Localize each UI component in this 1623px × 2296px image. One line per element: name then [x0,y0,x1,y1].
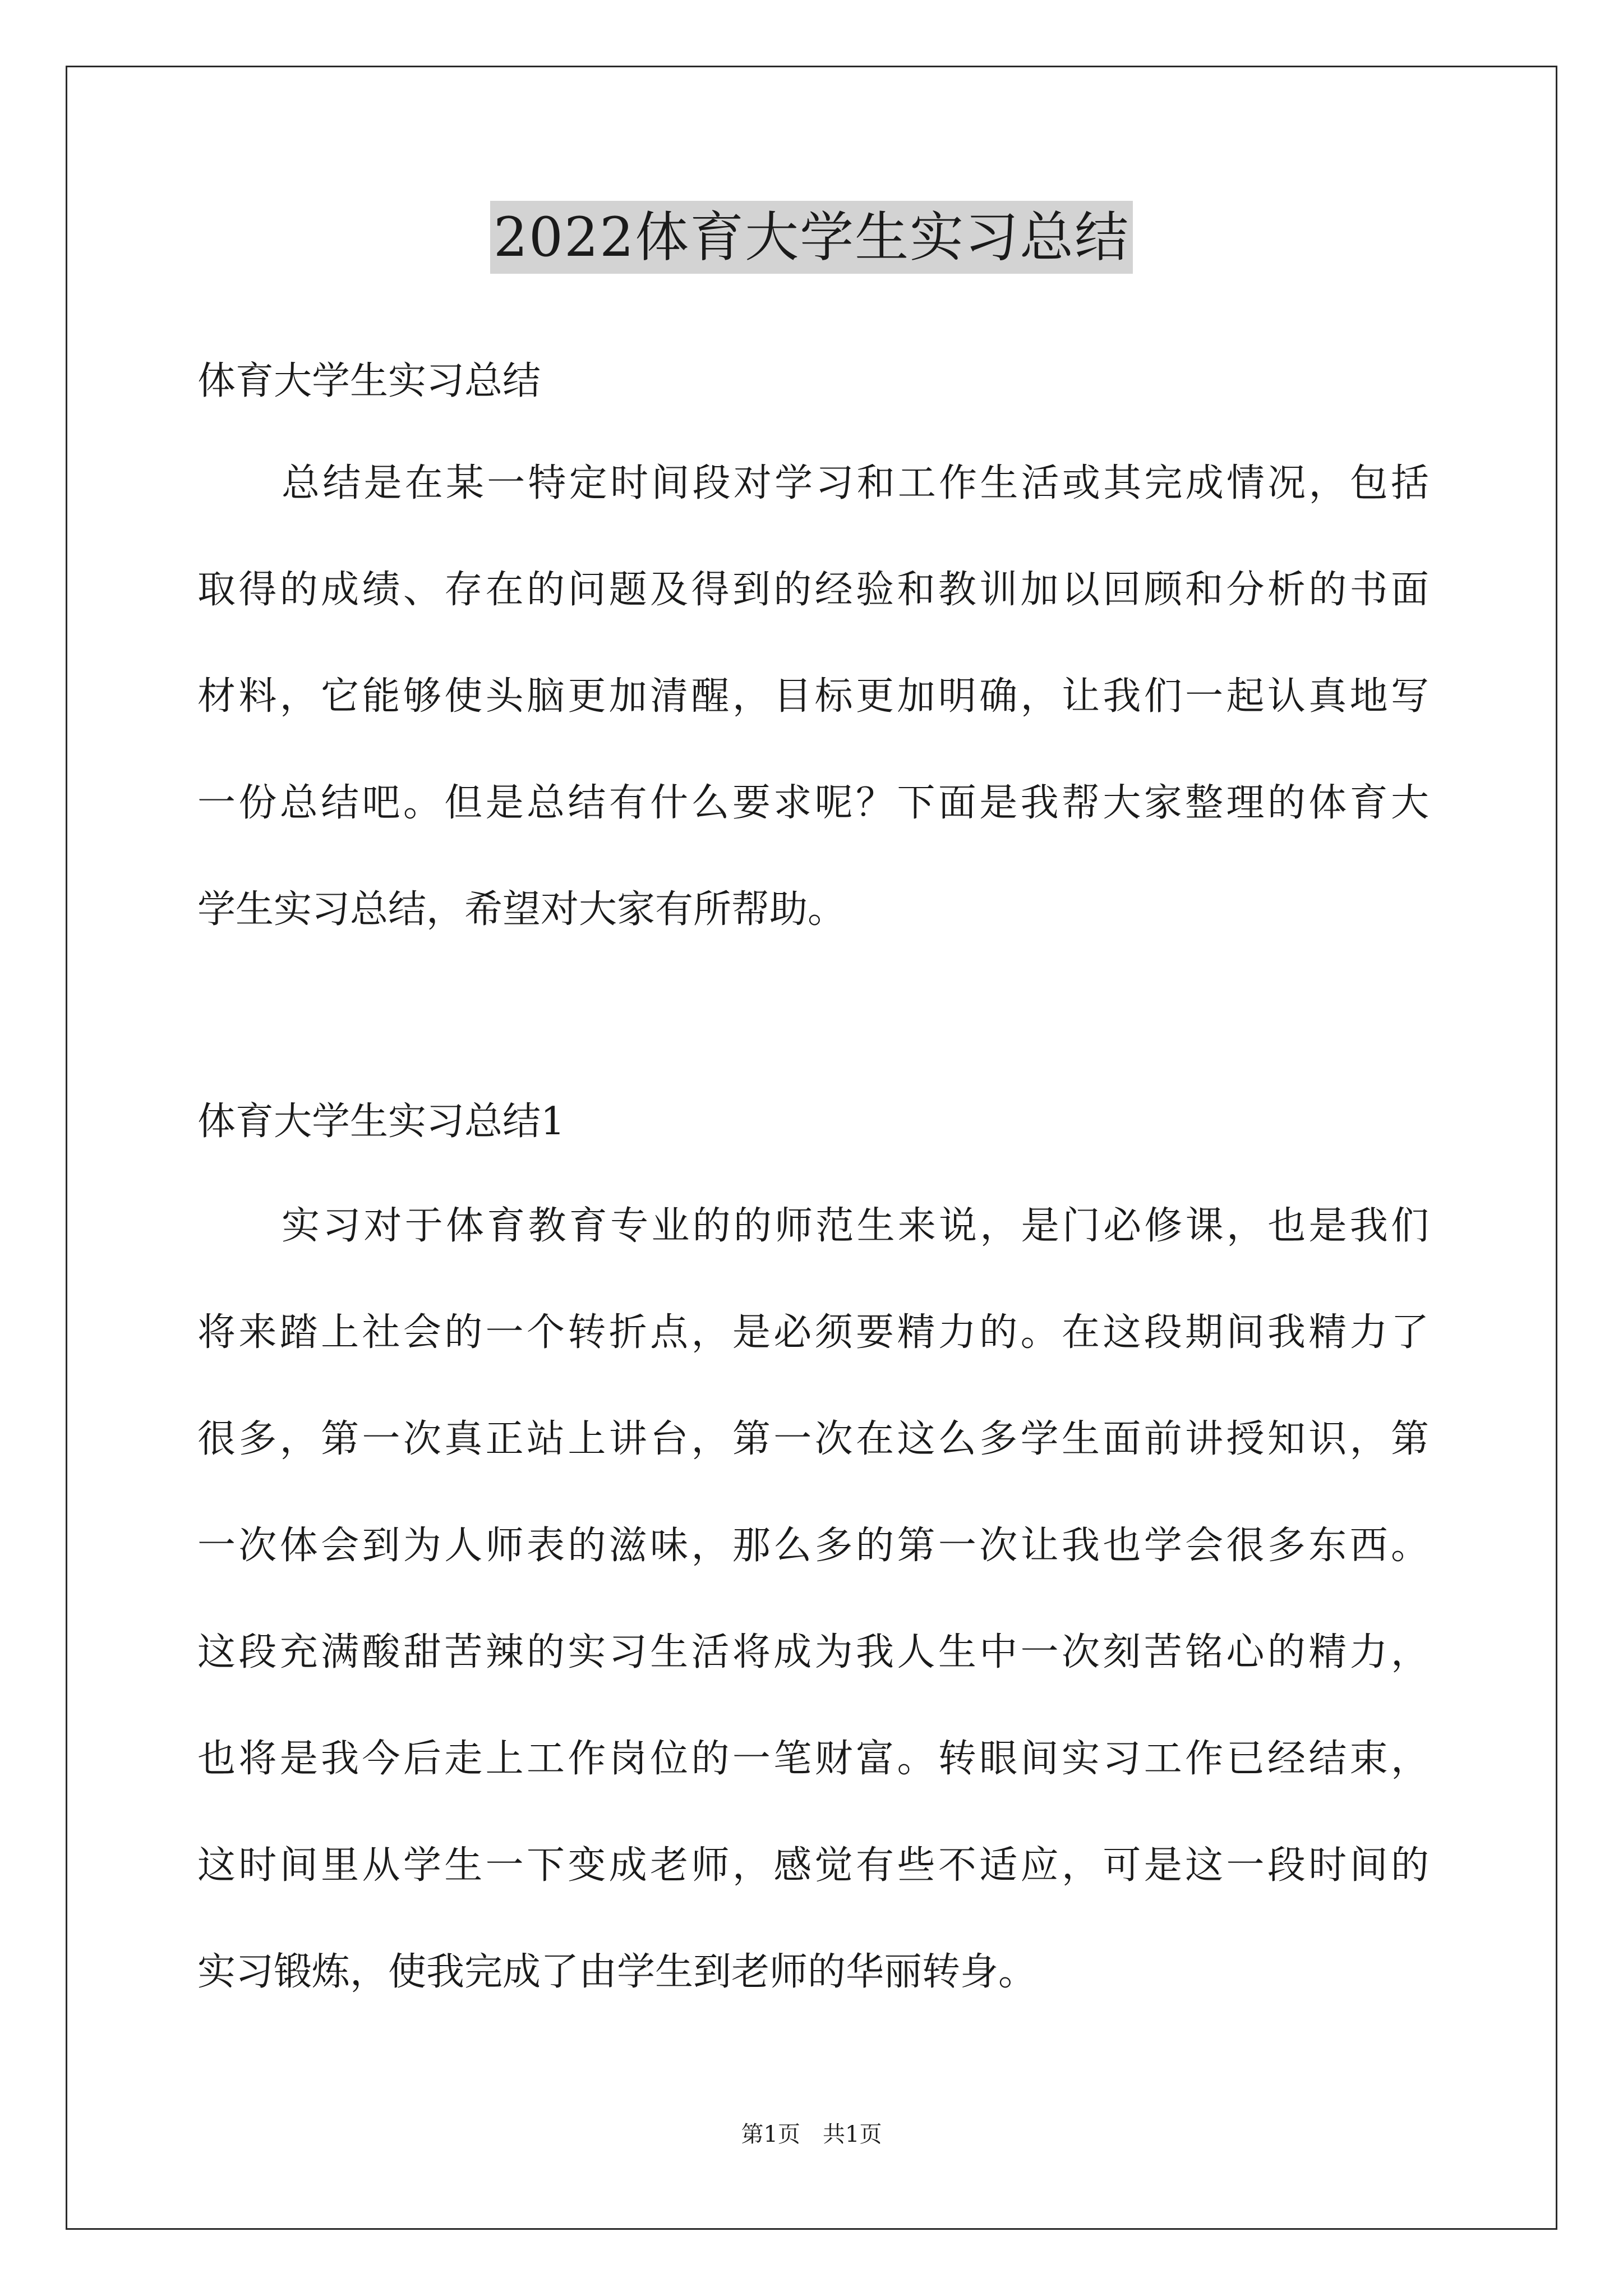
intro-heading: 体育大学生实习总结 [197,359,541,403]
section-1-paragraph-line: 实习锻炼，使我完成了由学生到老师的华丽转身。 [197,1950,1037,1994]
section-1-paragraph-line: 实习对于体育教育专业的的师范生来说，是门必修课，也是我们 [282,1204,1429,1248]
intro-paragraph-line: 一份总结吧。但是总结有什么要求呢？下面是我帮大家整理的体育大 [197,781,1429,825]
intro-paragraph-line: 学生实习总结，希望对大家有所帮助。 [197,887,846,932]
intro-paragraph-line: 取得的成绩、存在的问题及得到的经验和教训加以回顾和分析的书面 [197,568,1429,612]
document-title: 2022体育大学生实习总结 [490,201,1133,274]
section-1-paragraph-line: 将来踏上社会的一个转折点，是必须要精力的。在这段期间我精力了 [197,1310,1429,1355]
section-1-paragraph-line: 这段充满酸甜苦辣的实习生活将成为我人生中一次刻苦铭心的精力， [197,1630,1429,1674]
title-container [0,201,1623,274]
section-1-heading: 体育大学生实习总结1 [197,1099,565,1144]
intro-paragraph-line: 材料，它能够使头脑更加清醒，目标更加明确，让我们一起认真地写 [197,674,1429,719]
section-1-paragraph-line: 一次体会到为人师表的滋味，那么多的第一次让我也学会很多东西。 [197,1524,1429,1568]
section-1-paragraph-line: 这时间里从学生一下变成老师，感觉有些不适应，可是这一段时间的 [197,1843,1429,1888]
page-footer: 第1页 共1页 [741,2122,882,2147]
intro-paragraph-line: 总结是在某一特定时间段对学习和工作生活或其完成情况，包括 [282,461,1429,505]
section-1-paragraph-line: 也将是我今后走上工作岗位的一笔财富。转眼间实习工作已经结束， [197,1737,1429,1781]
section-1-paragraph-line: 很多，第一次真正站上讲台，第一次在这么多学生面前讲授知识，第 [197,1417,1429,1461]
